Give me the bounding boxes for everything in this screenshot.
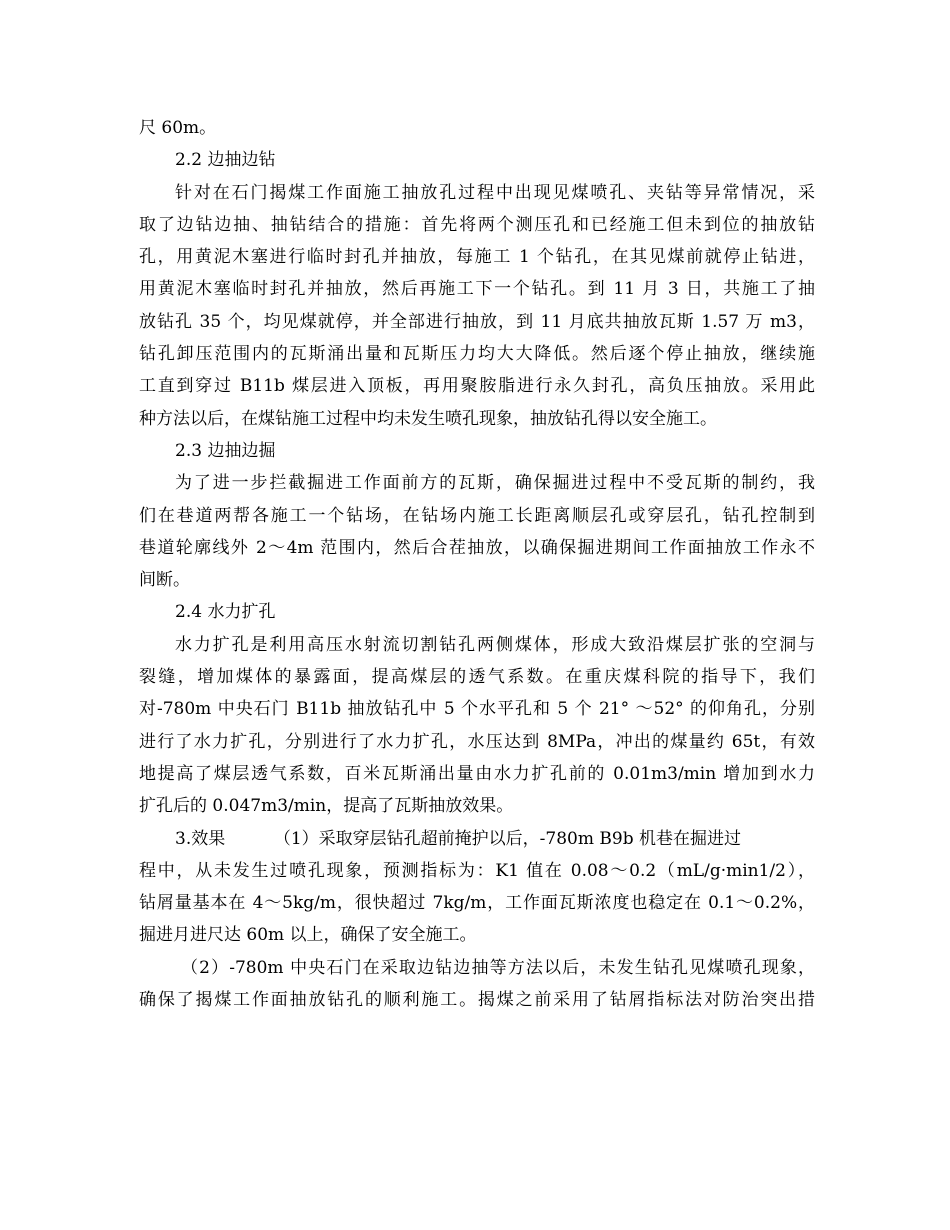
section-heading: 2.3 边抽边掘 [175,440,276,461]
text-line: 用黄泥木塞临时封孔并抽放，然后再施工下一个钻孔。到 11 月 3 日，共施工了抽 [139,279,815,300]
text-line: 们在巷道两帮各施工一个钻场，在钻场内施工长距离顺层孔或穿层孔，钻孔控制到 [139,505,815,526]
text-line: 地提高了煤层透气系数，百米瓦斯涌出量由水力扩孔前的 0.01m3/min 增加到水力 [139,763,815,784]
text-line: 工直到穿过 B11b 煤层进入顶板，再用聚胺脂进行永久封孔，高负压抽放。采用此 [139,376,815,397]
text-line: 尺 60m。 [139,118,217,138]
section-heading: 3.效果 （1）采取穿层钻孔超前掩护以后，-780m B9b 机巷在掘进过 [175,828,741,849]
text-line: 孔，用黄泥木塞进行临时封孔并抽放，每施工 1 个钻孔，在其见煤前就停止钻进， [139,247,815,268]
text-line: 针对在石门揭煤工作面施工抽放孔过程中出现见煤喷孔、夹钻等异常情况，采 [175,182,815,203]
text-line: 巷道轮廓线外 2～4m 范围内，然后合茬抽放，以确保掘进期间工作面抽放工作永不 [139,537,815,558]
text-line: 程中，从未发生过喷孔现象，预测指标为：K1 值在 0.08～0.2（mL/g·min1/2）， [139,860,815,881]
section-heading: 2.4 水力扩孔 [175,602,276,623]
text-line: 确保了揭煤工作面抽放钻孔的顺利施工。揭煤之前采用了钻屑指标法对防治突出措 [139,990,815,1011]
text-line: 间断。 [139,570,190,591]
text-line: 裂缝，增加煤体的暴露面，提高煤层的透气系数。在重庆煤科院的指导下，我们 [139,667,815,688]
text-line: 钻孔卸压范围内的瓦斯涌出量和瓦斯压力均大大降低。然后逐个停止抽放，继续施 [139,344,815,365]
text-line: 钻屑量基本在 4～5kg/m，很快超过 7kg/m，工作面瓦斯浓度也稳定在 0.1～0.2%， [139,893,815,914]
text-line: 进行了水力扩孔，分别进行了水力扩孔，水压达到 8MPa，冲出的煤量约 65t，有效 [139,731,815,752]
section-heading: 2.2 边抽边钻 [175,150,276,171]
text-line: 对-780m 中央石门 B11b 抽放钻孔中 5 个水平孔和 5 个 21° ～52° 的仰角孔，分别 [139,699,815,720]
text-line: 种方法以后，在煤钻施工过程中均未发生喷孔现象，抽放钻孔得以安全施工。 [139,408,717,429]
text-line: 取了边钻边抽、抽钻结合的措施：首先将两个测压孔和已经施工但未到位的抽放钻 [139,214,815,235]
text-line: 水力扩孔是利用高压水射流切割钻孔两侧煤体，形成大致沿煤层扩张的空洞与 [175,634,815,655]
text-line: 扩孔后的 0.047m3/min，提高了瓦斯抽放效果。 [139,796,514,817]
text-line: 为了进一步拦截掘进工作面前方的瓦斯，确保掘进过程中不受瓦斯的制约，我 [175,473,815,494]
document-body [139,112,815,1016]
text-line: （2）-780m 中央石门在采取边钻边抽等方法以后，未发生钻孔见煤喷孔现象， [181,957,815,978]
text-line: 放钻孔 35 个，均见煤就停，并全部进行抽放，到 11 月底共抽放瓦斯 1.57 万 m3， [139,311,815,332]
text-line: 掘进月进尺达 60m 以上，确保了安全施工。 [139,925,477,946]
